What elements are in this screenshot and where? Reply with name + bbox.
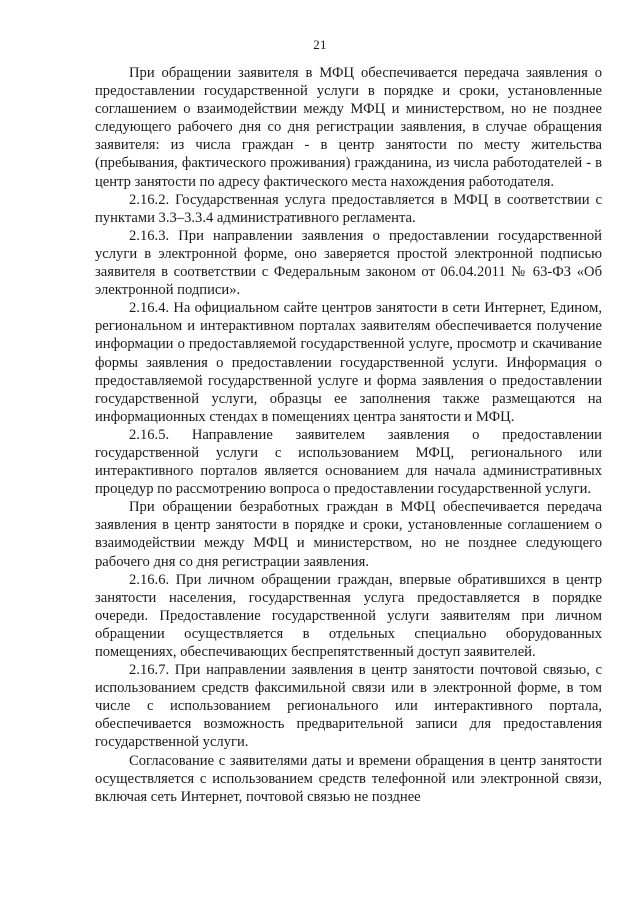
paragraph-2-16-5: 2.16.5. Направление заявителем заявления о предоставлении государственной услуги с использованием МФЦ, регионального или интерактивного порталов является основанием для начала административных процедур по рассмотрению вопроса о предоставлении государственной услуги. [95, 426, 602, 498]
paragraph-unemployed-transfer: При обращении безработных граждан в МФЦ обеспечивается передача заявления в центр занятости в порядке и сроки, установленные соглашением о взаимодействии между МФЦ и министерством, но не позднее следующего рабочего дня со дня регистрации заявления. [95, 499, 602, 570]
paragraph-2-16-2: 2.16.2. Государственная услуга предоставляется в МФЦ в соответствии с пунктами 3.3–3.3.4 административного регламента. [95, 191, 602, 226]
paragraph-mfc-transfer: При обращении заявителя в МФЦ обеспечивается передача заявления о предоставлении государственной услуги в порядке и сроки, установленные соглашением о взаимодействии между МФЦ и министерством, но не позднее следующего рабочего дня со дня регистрации заявления, в случае обращения заявителя: из числа граждан - в центр занятости по месту жительства (пребывания, фактического проживания) гражданина, из числа работодателей - в центр занятости по адресу фактического места нахождения работодателя. [95, 65, 602, 190]
page-number: 21 [313, 37, 327, 52]
paragraph-2-16-4: 2.16.4. На официальном сайте центров занятости в сети Интернет, Едином, региональном и интерактивном порталах заявителям обеспечивается получение информации о предоставляемой государственной услуге, просмотр и скачивание формы заявления о предоставлении государственной услуги. Информация о предоставляемой государственной услуге и форма заявления о предоставлении государственной услуги, образцы ее заполнения также размещаются на информационных стендах в помещениях центра занятости и МФЦ. [95, 300, 602, 425]
paragraph-2-16-3: 2.16.3. При направлении заявления о предоставлении государственной услуги в электронной форме, оно заверяется простой электронной подписью заявителя в соответствии с Федеральным законом от 06.04.2011 № 63-ФЗ «Об электронной подписи». [95, 227, 602, 299]
document-body [95, 64, 602, 806]
paragraph-2-16-6: 2.16.6. При личном обращении граждан, впервые обратившихся в центр занятости населения, государственная услуга предоставляется в порядке очереди. Предоставление государственной услуги заявителям при личном обращении осуществляется в отдельных специально оборудованных помещениях, обеспечивающих беспрепятственный доступ заявителей. [95, 571, 602, 660]
paragraph-2-16-7: 2.16.7. При направлении заявления в центр занятости почтовой связью, с использованием средств факсимильной связи или в электронной форме, в том числе с использованием регионального или интерактивного портала, обеспечивается возможность предварительной записи для предоставления государственной услуги. [95, 662, 602, 751]
paragraph-appointment-agreement: Согласование с заявителями даты и времени обращения в центр занятости осуществляется с использованием средств телефонной или электронной связи, включая сеть Интернет, почтовой связью не позднее [95, 752, 602, 805]
